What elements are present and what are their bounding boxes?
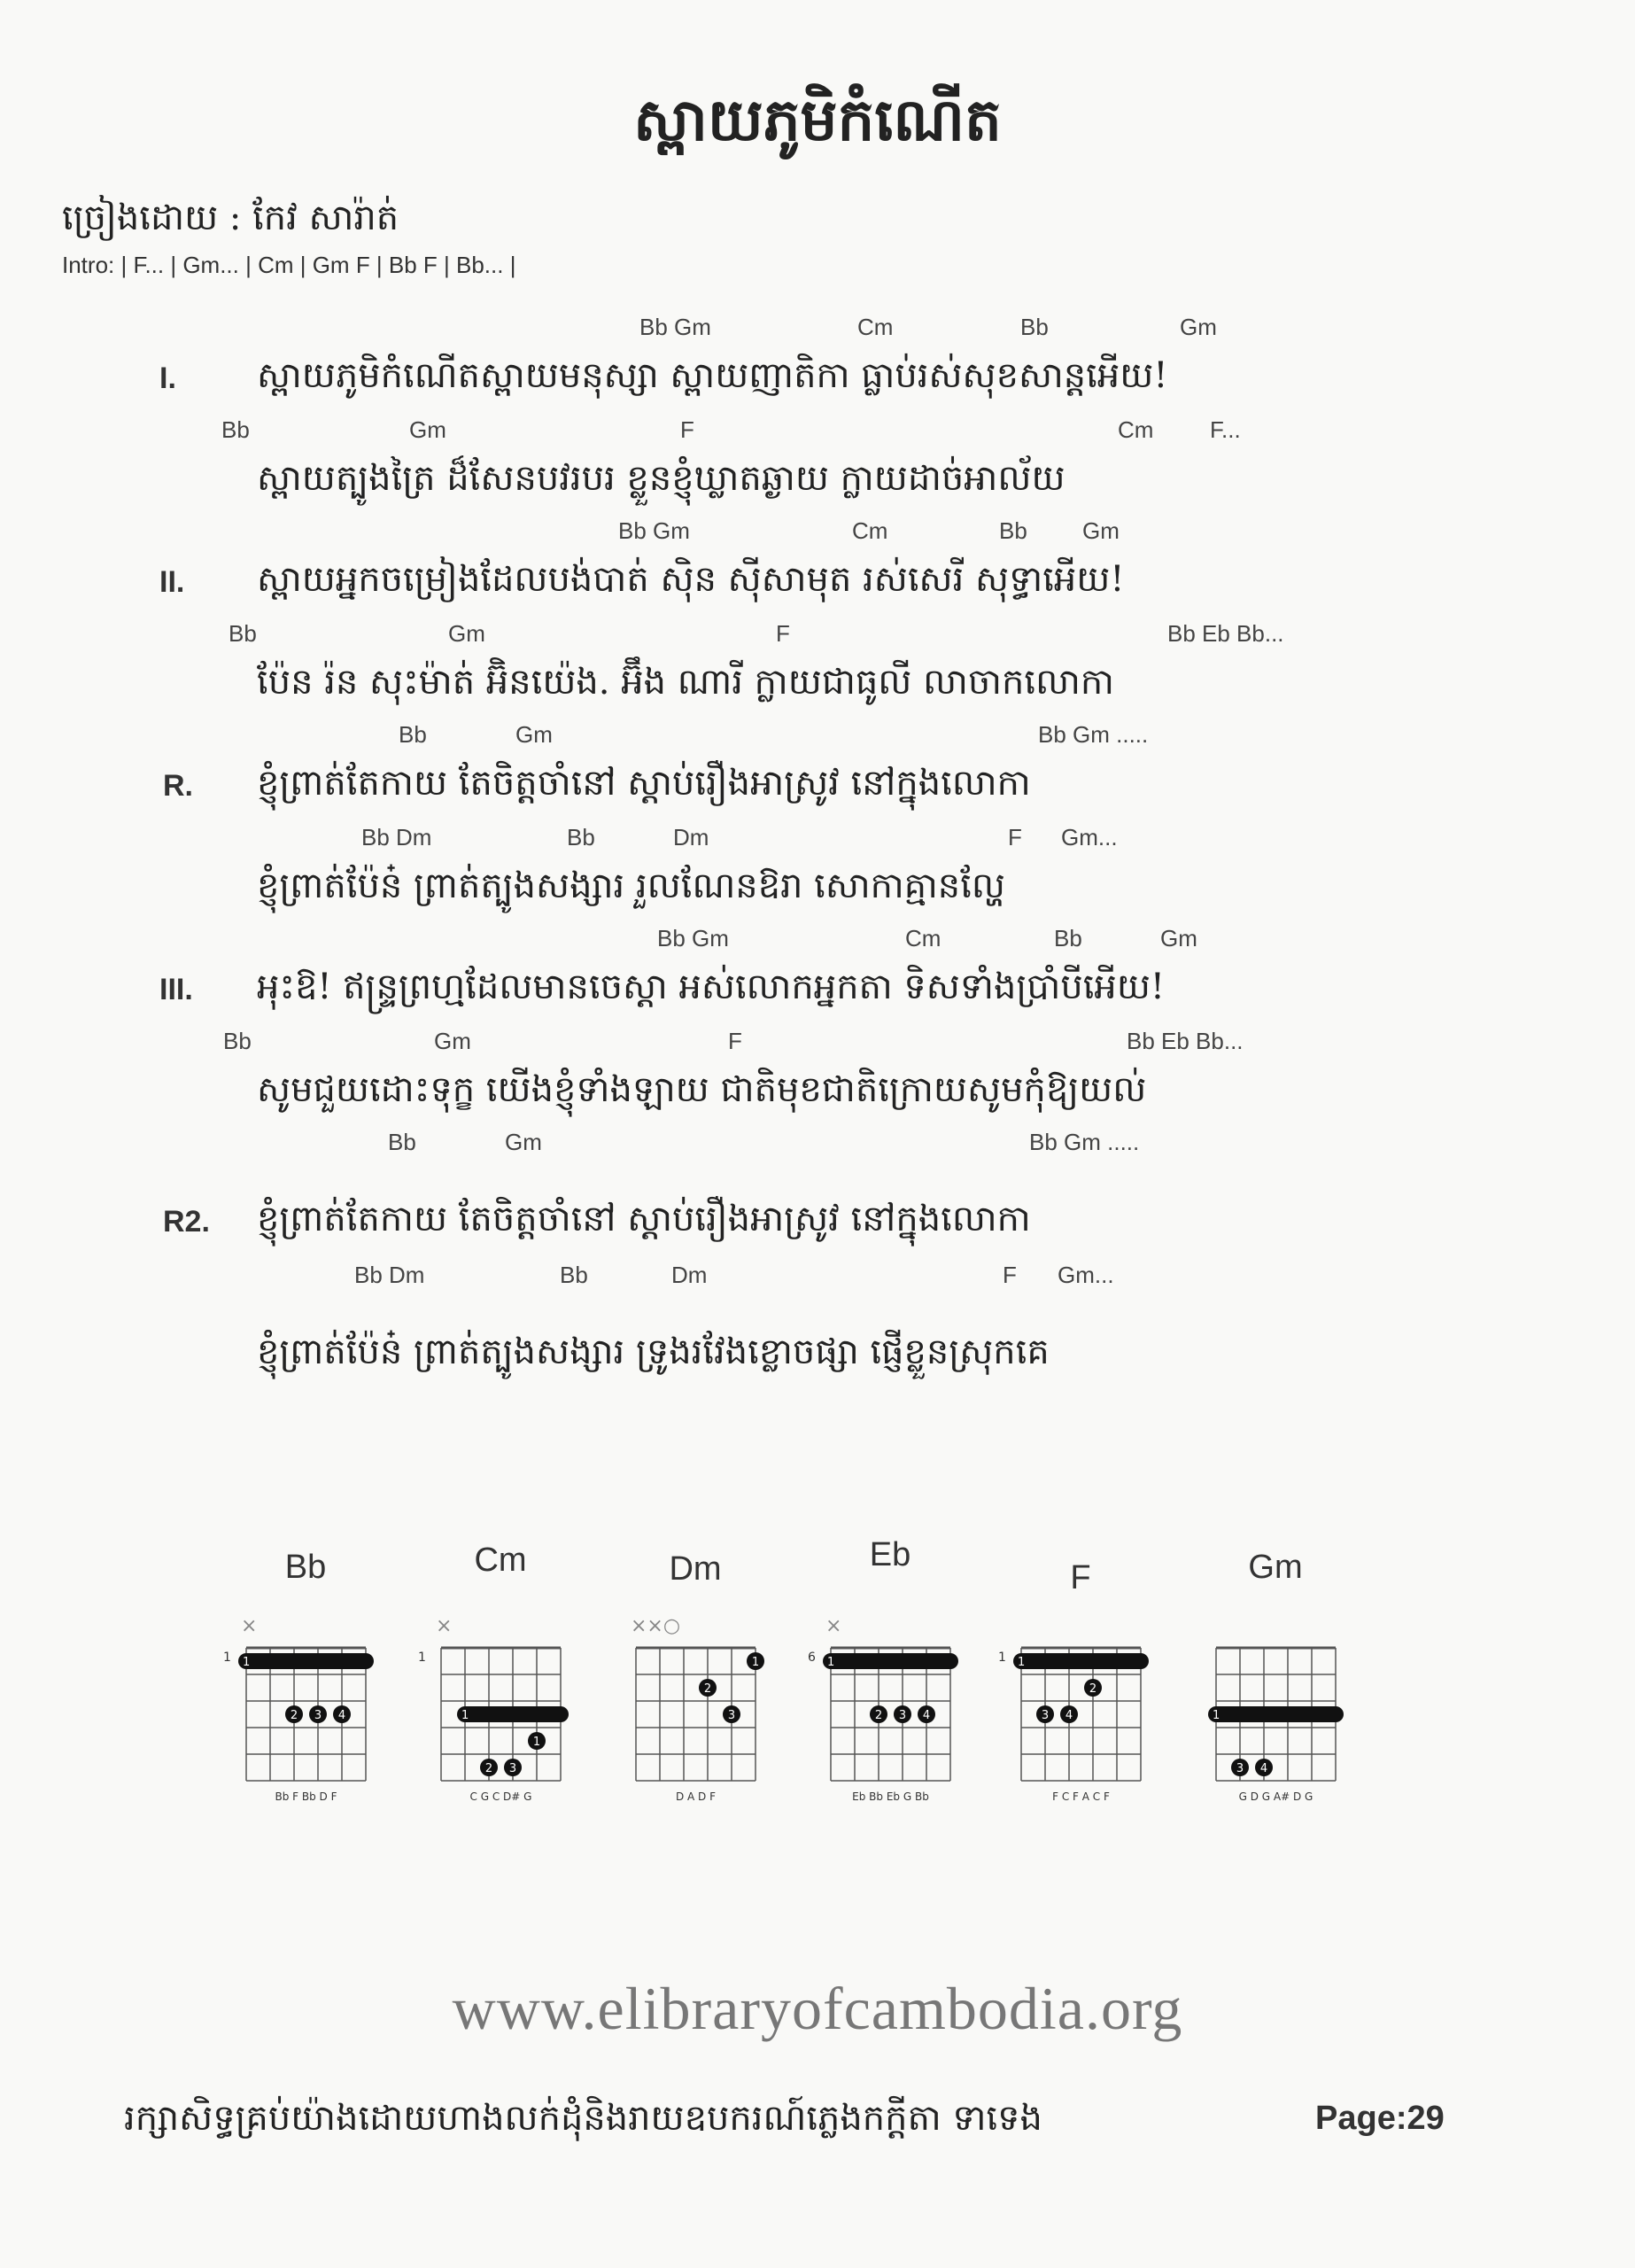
chord-label: Gm bbox=[409, 416, 446, 443]
chord-label: Bb Gm ..... bbox=[1038, 721, 1149, 748]
chord-label: Bb bbox=[999, 517, 1027, 544]
finger-number: 3 bbox=[727, 1709, 736, 1722]
barre-finger-label: 1 bbox=[461, 1709, 469, 1722]
muted-strings-marker: × bbox=[825, 1615, 842, 1637]
chord-label: Bb Gm bbox=[618, 517, 690, 544]
string-notes: Bb F Bb D F bbox=[275, 1790, 337, 1803]
barre-finger-label: 1 bbox=[827, 1656, 835, 1669]
chord-diagram-name: Dm bbox=[669, 1550, 722, 1588]
lyric-line: ប៉ែន រ៉ន សុះម៉ាត់ អ៊ិនយ៉េង. អ៊ឹង ណារី ក្លាយជាធូលី លាចាកលោកា bbox=[257, 662, 1114, 703]
chord-label: F bbox=[728, 1028, 742, 1054]
finger-number: 1 bbox=[532, 1736, 541, 1749]
chord-label: Cm bbox=[857, 314, 894, 340]
lyric-line: ខ្ញុំព្រាត់ប៉ែន៎ ព្រាត់ត្បូងសង្សារ ទ្រូងរវែងខ្លោចផ្សា ផ្ញើខ្លួនស្រុកគេ bbox=[257, 1332, 1050, 1372]
barre-mark bbox=[823, 1653, 958, 1669]
chord-label: Cm bbox=[905, 925, 941, 951]
finger-number: 4 bbox=[1259, 1762, 1268, 1775]
chord-label: Gm bbox=[1180, 314, 1217, 340]
string-notes: Eb Bb Eb G Bb bbox=[852, 1790, 929, 1803]
finger-number: 4 bbox=[337, 1709, 346, 1722]
barre-mark bbox=[238, 1653, 374, 1669]
chord-label: Bb bbox=[560, 1262, 588, 1288]
chord-label: Bb Gm bbox=[657, 925, 729, 951]
barre-mark bbox=[1208, 1706, 1344, 1722]
fret-number: 1 bbox=[998, 1651, 1006, 1665]
page-number: Page:29 bbox=[1315, 2100, 1445, 2137]
chord-label: F bbox=[1003, 1262, 1017, 1288]
lyric-line: ខ្ញុំព្រាត់ប៉ែន៎ ព្រាត់ត្បូងសង្សារ រួលណែនឱរា សោកាគ្មានល្ហែ bbox=[257, 866, 1005, 906]
finger-number: 2 bbox=[484, 1762, 493, 1775]
chord-label: Gm bbox=[515, 721, 553, 748]
muted-strings-marker: × bbox=[241, 1615, 258, 1637]
string-notes: C G C D# G bbox=[469, 1790, 532, 1803]
chord-label: Bb bbox=[1020, 314, 1049, 340]
lyric-line: អុះឱ! ឥន្ទ្រព្រហ្មដែលមានចេស្តា អស់លោកអ្នកតា ទិសទាំងប្រាំបីអើយ! bbox=[257, 967, 1165, 1007]
lyric-line: ស្ពាយភូមិកំណើតស្ពាយមនុស្សា ស្ពាយញាតិកា ធ្លាប់រស់សុខសាន្តអើយ! bbox=[257, 355, 1168, 396]
chord-diagram-name: Gm bbox=[1248, 1549, 1303, 1586]
chord-diagram bbox=[221, 1604, 376, 1807]
barre-mark bbox=[457, 1706, 569, 1722]
finger-number: 4 bbox=[1065, 1709, 1073, 1722]
verse-label: II. bbox=[159, 565, 185, 599]
chord-label: Gm bbox=[1082, 517, 1120, 544]
finger-number: 2 bbox=[1089, 1682, 1097, 1696]
finger-number: 3 bbox=[1236, 1762, 1244, 1775]
finger-number: 3 bbox=[314, 1709, 322, 1722]
chord-diagram bbox=[1191, 1604, 1346, 1807]
chord-label: Cm bbox=[1118, 416, 1154, 443]
chord-label: Bb Dm bbox=[361, 824, 432, 850]
chord-label: Bb Gm bbox=[639, 314, 711, 340]
chord-label: Bb Eb Bb... bbox=[1127, 1028, 1244, 1054]
muted-strings-marker: × bbox=[436, 1615, 453, 1637]
lyric-line: ស្ពាយត្បូងត្រៃ ដ៏សែនបវរបរ ខ្លួនខ្ញុំឃ្លាតឆ្ងាយ ក្លាយដាច់អាល័យ bbox=[257, 458, 1065, 499]
website-url: www.elibraryofcambodia.org bbox=[452, 1975, 1183, 2042]
string-notes: F C F A C F bbox=[1052, 1790, 1110, 1803]
barre-finger-label: 1 bbox=[1213, 1709, 1220, 1722]
finger-number: 3 bbox=[1041, 1709, 1050, 1722]
chord-label: Cm bbox=[852, 517, 888, 544]
chord-diagram bbox=[416, 1604, 571, 1807]
chord-label: Gm bbox=[505, 1129, 542, 1155]
string-notes: D A D F bbox=[675, 1790, 717, 1803]
chord-label: Bb Eb Bb... bbox=[1167, 620, 1284, 647]
finger-number: 4 bbox=[922, 1709, 931, 1722]
chord-label: Bb bbox=[388, 1129, 416, 1155]
lyric-line: សូមជួយដោះទុក្ខ យើងខ្ញុំទាំងឡាយ ជាតិមុខជាតិក្រោយសូមកុំឱ្យយល់ bbox=[257, 1069, 1147, 1110]
chord-diagram-name: Eb bbox=[869, 1536, 911, 1573]
chord-label: Bb bbox=[229, 620, 257, 647]
chord-diagram-name: Cm bbox=[474, 1542, 527, 1579]
chord-label: Gm... bbox=[1058, 1262, 1114, 1288]
lyric-line: ខ្ញុំព្រាត់តែកាយ តែចិត្តចាំនៅ ស្តាប់រឿងអាស្រូវ នៅក្នុងលោកា bbox=[257, 1199, 1031, 1239]
chord-label: Bb bbox=[1054, 925, 1082, 951]
muted-strings-marker: ××○ bbox=[631, 1615, 681, 1637]
lyric-line: ស្ពាយអ្នកចម្រៀងដែលបង់បាត់ ស៊ិន ស៊ីសាមុត រស់សេរី សុទ្ធាអើយ! bbox=[257, 559, 1125, 600]
fret-number: 1 bbox=[223, 1651, 231, 1665]
lyric-line: ខ្ញុំព្រាត់តែកាយ តែចិត្តចាំនៅ ស្តាប់រឿងអាស្រូវ នៅក្នុងលោកា bbox=[257, 763, 1031, 804]
finger-number: 3 bbox=[898, 1709, 907, 1722]
verse-label: III. bbox=[159, 973, 193, 1006]
chord-label: F bbox=[680, 416, 694, 443]
chord-label: Bb bbox=[399, 721, 427, 748]
chord-label: Gm bbox=[434, 1028, 471, 1054]
barre-finger-label: 1 bbox=[1018, 1656, 1026, 1669]
verse-label: R. bbox=[163, 769, 193, 803]
finger-number: 2 bbox=[290, 1709, 298, 1722]
chord-label: Gm bbox=[1160, 925, 1197, 951]
chord-label: Bb Gm ..... bbox=[1029, 1129, 1140, 1155]
verse-label: I. bbox=[159, 361, 176, 395]
chord-diagrams bbox=[0, 1524, 1635, 1807]
intro-chords: Intro: | F... | Gm... | Cm | Gm F | Bb F | Bb... | bbox=[62, 252, 516, 278]
finger-number: 1 bbox=[751, 1656, 760, 1669]
chord-label: F... bbox=[1210, 416, 1241, 443]
verse-label: R2. bbox=[163, 1205, 210, 1239]
singer-line: ច្រៀងដោយ : កែវ សារ៉ាត់ bbox=[62, 198, 399, 238]
chord-diagram bbox=[996, 1604, 1151, 1807]
chord-label: Gm bbox=[448, 620, 485, 647]
chord-label: Dm bbox=[673, 824, 709, 850]
song-title: ស្ពាយភូមិកំណើត bbox=[633, 85, 1002, 154]
chord-diagram bbox=[806, 1604, 961, 1807]
chord-diagram-name: F bbox=[1070, 1559, 1091, 1596]
chord-label: Dm bbox=[671, 1262, 708, 1288]
chord-label: F bbox=[1008, 824, 1022, 850]
fret-number: 6 bbox=[808, 1651, 816, 1665]
chord-diagram bbox=[611, 1604, 766, 1807]
barre-mark bbox=[1013, 1653, 1149, 1669]
chord-label: F bbox=[776, 620, 790, 647]
string-notes: G D G A# D G bbox=[1238, 1790, 1313, 1803]
footer-copyright: រក្សាសិទ្ធគ្រប់យ៉ាងដោយហាងលក់ដុំនិងរាយឧបករណ៍ភ្លេងកក្តីតា ទាទេង bbox=[124, 2098, 1042, 2139]
chord-label: Bb bbox=[567, 824, 595, 850]
barre-finger-label: 1 bbox=[243, 1656, 251, 1669]
chord-label: Gm... bbox=[1061, 824, 1118, 850]
chord-label: Bb bbox=[221, 416, 250, 443]
finger-number: 3 bbox=[508, 1762, 517, 1775]
chord-diagram-name: Bb bbox=[284, 1549, 327, 1586]
chord-label: Bb bbox=[223, 1028, 252, 1054]
fret-number: 1 bbox=[418, 1651, 426, 1665]
finger-number: 2 bbox=[874, 1709, 883, 1722]
chord-label: Bb Dm bbox=[354, 1262, 425, 1288]
finger-number: 2 bbox=[703, 1682, 712, 1696]
